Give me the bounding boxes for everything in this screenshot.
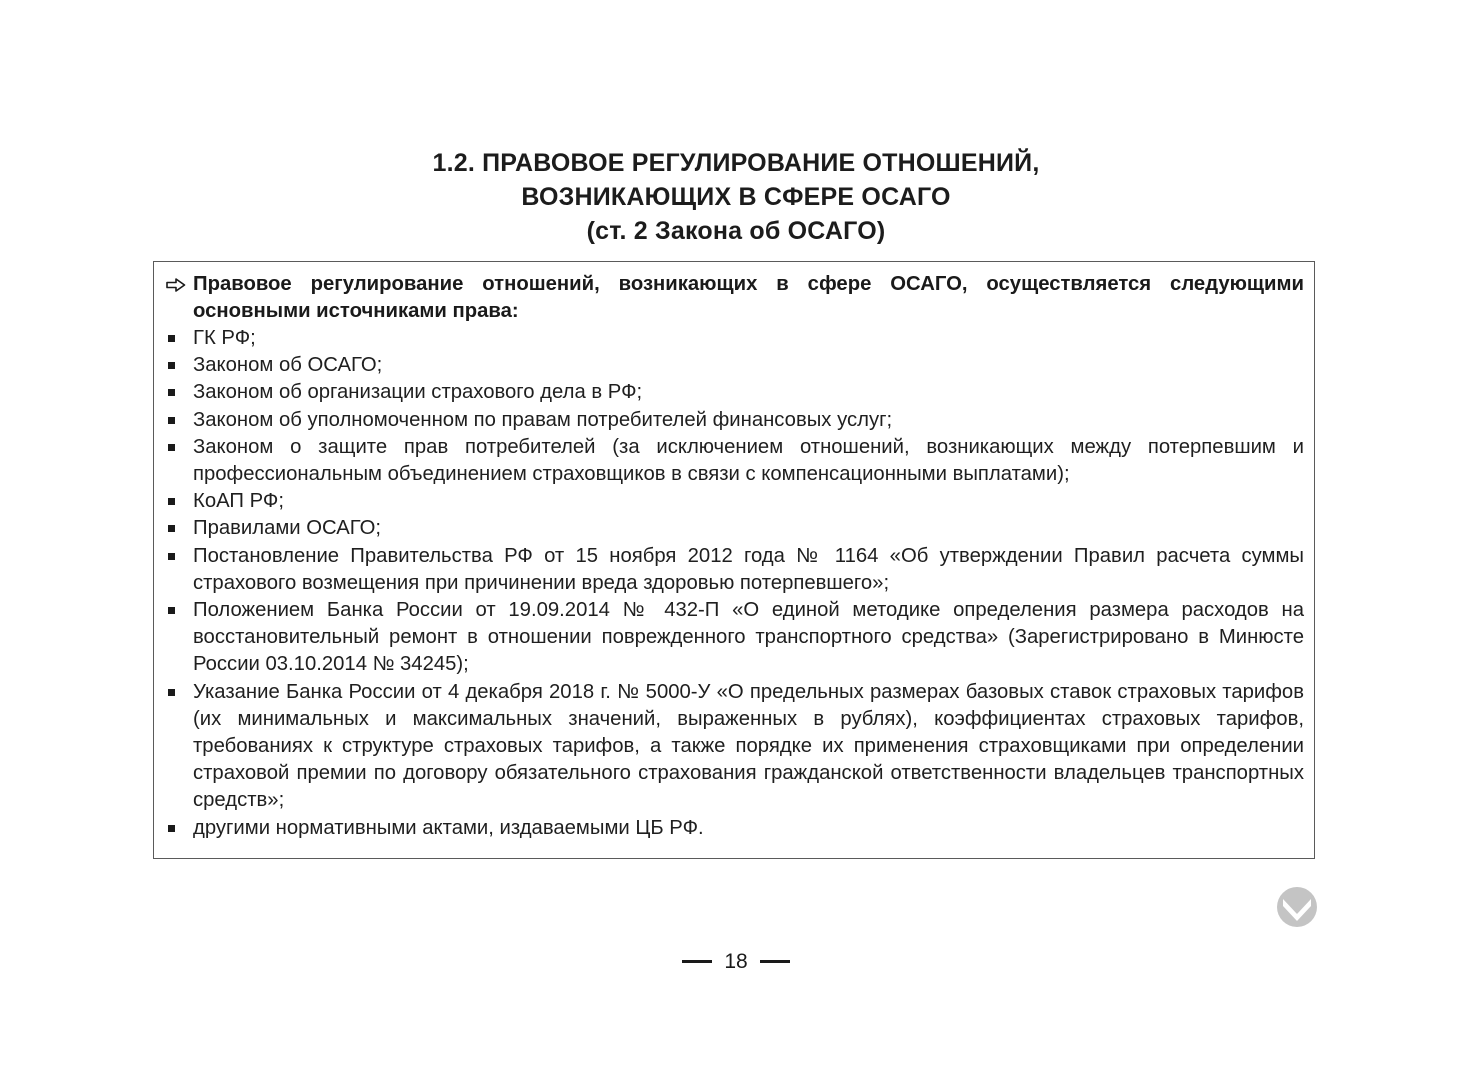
list-item (166, 815, 1304, 842)
list-item (166, 488, 1304, 515)
square-bullet-icon (168, 525, 175, 532)
list-item (166, 352, 1304, 379)
square-bullet-icon (168, 362, 175, 369)
square-bullet-icon (168, 825, 175, 832)
title-line-1: 1.2. ПРАВОВОЕ РЕГУЛИРОВАНИЕ ОТНОШЕНИЙ, (432, 149, 1040, 177)
square-bullet-icon (168, 417, 175, 424)
list-item-text: Положением Банка России от 19.09.2014 № 432-П «О единой методике определения размера расходов на восстановительный ремонт в отношении поврежденного транспортного средства» (Зарегистрировано в Минюсте России 03.10.2014 № 34245); (193, 599, 1304, 676)
list-item-text: КоАП РФ; (193, 490, 284, 513)
list-item-text: Законом о защите прав потребителей (за исключением отношений, возникающих между потерпевшим и профессиональным объединением страховщиков в связи с компенсационными выплатами); (193, 435, 1304, 486)
list-item-text: Указание Банка России от 4 декабря 2018 г. № 5000-У «О предельных размерах базовых ставок страховых тарифов (их минимальных и максимальных значений, выраженных в рублях), коэффициентах страховых тарифов, требованиях к структуре страховых тарифов, а также порядке их применения страховщиками при определении страховой премии по договору обязательного страхования гражданской ответственности владельцев транспортных средств»; (193, 680, 1304, 812)
square-bullet-icon (168, 335, 175, 342)
list-item-text: Законом об уполномоченном по правам потребителей финансовых услуг; (193, 408, 893, 431)
page-title (0, 146, 1472, 248)
content-box (153, 261, 1315, 859)
square-bullet-icon (168, 607, 175, 614)
list-item-text: другими нормативными актами, издаваемыми ЦБ РФ. (193, 816, 704, 839)
square-bullet-icon (168, 689, 175, 696)
list-item-text: Законом об организации страхового дела в РФ; (193, 381, 643, 404)
intro-paragraph (166, 271, 1304, 325)
right-dash (760, 960, 790, 963)
square-bullet-icon (168, 553, 175, 560)
intro-text: Правовое регулирование отношений, возникающих в сфере ОСАГО, осуществляется следующими основными источниками права: (193, 273, 1304, 322)
list-item (166, 597, 1304, 679)
page-number-text: 18 (724, 950, 748, 973)
list-item (166, 543, 1304, 597)
list-item-text: Постановление Правительства РФ от 15 ноября 2012 года № 1164 «Об утверждении Правил расчета суммы страхового возмещения при причинении вреда здоровью потерпевшего»; (193, 544, 1304, 594)
list-item (166, 434, 1304, 488)
title-line-2: ВОЗНИКАЮЩИХ В СФЕРЕ ОСАГО (521, 183, 951, 211)
square-bullet-icon (168, 389, 175, 396)
square-bullet-icon (168, 498, 175, 505)
list-item (166, 325, 1304, 352)
list-item (166, 515, 1304, 542)
list-item-text: ГК РФ; (193, 327, 256, 349)
page-number (0, 948, 1472, 976)
title-line-3: (ст. 2 Закона об ОСАГО) (586, 217, 886, 245)
sources-list (166, 325, 1304, 842)
list-item (166, 379, 1304, 406)
list-item-text: Правилами ОСАГО; (193, 517, 382, 540)
left-dash (682, 960, 712, 963)
list-item-text: Законом об ОСАГО; (193, 354, 383, 377)
list-item (166, 407, 1304, 434)
chevron-down-circle-icon (1276, 886, 1318, 928)
arrow-right-outline-icon (166, 278, 186, 292)
list-item (166, 679, 1304, 815)
square-bullet-icon (168, 444, 175, 451)
